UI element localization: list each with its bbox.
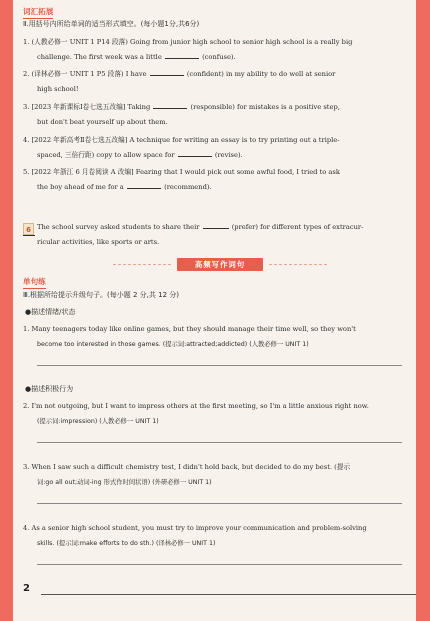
group-heading-behavior: ●描述积极行为: [25, 385, 74, 393]
banner-deco-left: [113, 264, 171, 265]
banner-deco-right: [269, 264, 327, 265]
workbook-page: [13, 0, 416, 621]
vocab-item-5-line2: the boy ahead of me for a (recommend).: [37, 183, 212, 191]
vocab-item-3-line1: 3. [2023 年新课标Ⅰ卷七选五改编] Taking (responsible) for mistakes is a positive step,: [23, 103, 340, 111]
vocab-item-4-line2: spaced, 三倍行距) copy to allow space for (revise).: [37, 151, 243, 159]
section-title-vocab: 词汇拓展: [23, 7, 54, 16]
answer-blank-5[interactable]: [127, 183, 161, 189]
section-title-sentence: 单句练: [23, 277, 46, 286]
vocab-item-4-line1: 4. [2022 年新高考Ⅱ卷七选五改编] A technique for writing an essay is to try printing out a triple-: [23, 136, 340, 144]
answer-line-2[interactable]: [37, 442, 402, 443]
section-banner: 高频写作词句: [177, 258, 263, 271]
vocab-item-6-line1: The school survey asked students to share their (prefer) for different types of extracur-: [37, 223, 364, 231]
item-6-underline: [23, 235, 35, 236]
vocab-item-6-line2: ricular activities, like sports or arts.: [37, 238, 160, 246]
footer-rule: [41, 594, 416, 595]
sentence-item-2-line1: 2. I'm not outgoing, but I want to impress others at the first meeting, so I'm a little anxious right now.: [23, 402, 369, 410]
vocab-item-1-line2: challenge. The first week was a little (confuse).: [37, 53, 236, 61]
page-number: 2: [23, 583, 30, 594]
answer-blank-6[interactable]: [203, 223, 229, 229]
answer-blank-1[interactable]: [165, 53, 199, 59]
sentence-item-2-line2: (提示词:impression) (人教必修一 UNIT 1): [37, 418, 159, 425]
sentence-item-1-line1: 1. Many teenagers today like online games, but they should manage their time well, so they won't: [23, 325, 356, 333]
sentence-instruction: Ⅲ.根据所给提示升级句子。(每小题 2 分,共 12 分): [23, 291, 179, 299]
vocab-instruction: Ⅱ.用括号内所给单词的适当形式填空。(每小题1分,共6分): [23, 20, 200, 28]
answer-line-1[interactable]: [37, 365, 402, 366]
answer-blank-3[interactable]: [153, 103, 187, 109]
group-heading-emotion: ●描述情绪/状态: [25, 308, 76, 316]
vocab-item-2-line2: high school!: [37, 85, 79, 93]
vocab-item-1-line1: 1. (人教必修一 UNIT 1 P14 段落) Going from junior high school to senior high school is a really big: [23, 38, 353, 46]
answer-blank-4[interactable]: [178, 151, 212, 157]
sentence-item-4-line2: skills. (提示词:make efforts to do sth.) (译林必修一 UNIT 1): [37, 540, 216, 547]
sentence-item-1-line2: become too interested in those games. (提示词:attracted;addicted) (人教必修一 UNIT 1): [37, 341, 309, 348]
vocab-item-5-line1: 5. [2022 年浙江 6 月卷阅读 A 改编] Fearing that I would pick out some awful food, I tried to ask: [23, 168, 340, 176]
sentence-item-4-line1: 4. As a senior high school student, you must try to improve your communication and problem-solving: [23, 524, 367, 532]
sentence-item-3-line2: 词:go all out;动词-ing 形式作时间状语) (外研必修一 UNIT 1): [37, 479, 212, 486]
item-6-badge: 6: [23, 223, 34, 235]
vocab-item-3-line2: but don't beat yourself up about them.: [37, 118, 168, 126]
vocab-item-2-line1: 2. (译林必修一 UNIT 1 P5 段落) I have (confident) in my ability to do well at senior: [23, 70, 336, 78]
answer-line-3[interactable]: [37, 503, 402, 504]
sentence-item-3-line1: 3. When I saw such a difficult chemistry test, I didn't hold back, but decided to do my best. (提示: [23, 463, 351, 471]
answer-blank-2[interactable]: [150, 70, 184, 76]
answer-line-4[interactable]: [37, 564, 402, 565]
